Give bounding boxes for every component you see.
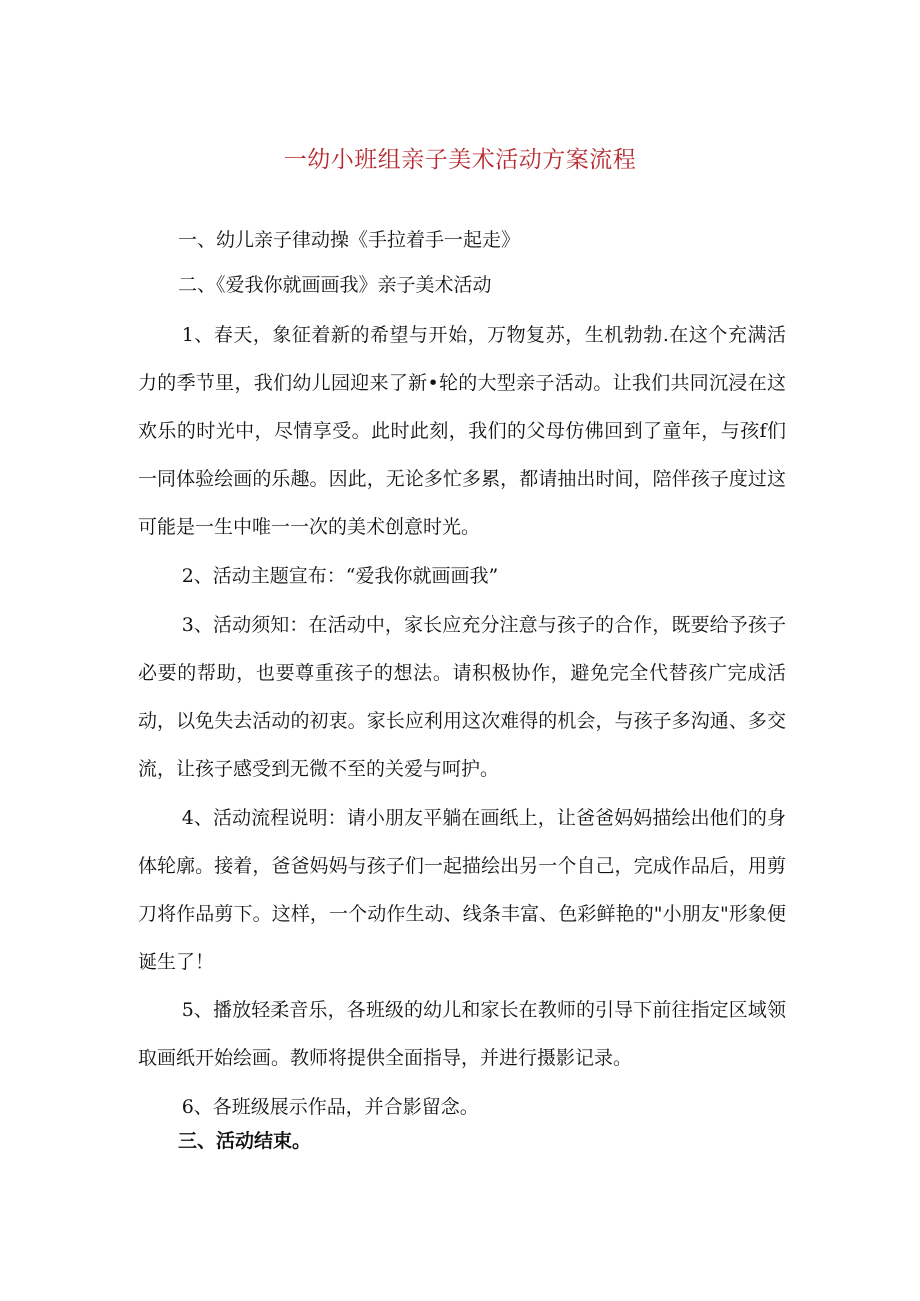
- section-heading-2: 二、《爱我你就画画我》亲子美术活动: [178, 274, 492, 296]
- paragraph-1: 1、春天，象征着新的希望与开始，万物复苏，生机勃勃.在这个充满活力的季节里，我们幼儿园迎来了新•轮的大型亲子活动。让我们共同沉浸在这欢乐的时光中，尽情享受。此时此刻，我们的父母仿佛回到了童年，与孩f们一同体验绘画的乐趣。因此，无论多忙多累，都请抽出时间，陪伴孩子度过这可能是一生中唯一一次的美术创意时光。: [138, 324, 786, 538]
- section-heading-3: 三、活动结束。: [178, 1130, 312, 1152]
- paragraph-5: 5、播放轻柔音乐，各班级的幼儿和家长在教师的引导下前往指定区域领取画纸开始绘画。教师将提供全面指导，并进行摄影记录。: [138, 999, 786, 1069]
- paragraph-3: 3、活动须知：在活动中，家长应充分注意与孩子的合作，既要给予孩子必要的帮助，也要尊重孩子的想法。请积极协作，避免完全代替孩广完成活动，以免失去活动的初衷。家长应利用这次难得的机会，与孩子多沟通、多交流，让孩子感受到无微不至的关爱与呵护。: [138, 614, 786, 780]
- paragraph-6: 6、各班级展示作品，并合影留念。: [181, 1096, 479, 1118]
- document-title: 一幼小班组亲子美术活动方案流程: [283, 147, 637, 173]
- paragraph-4: 4、活动流程说明：请小朋友平躺在画纸上，让爸爸妈妈描绘出他们的身体轮廓。接着，爸爸妈妈与孩子们一起描绘出另一个自己，完成作品后，用剪刀将作品剪下。这样，一个动作生动、线条丰富、色彩鲜艳的"小朋友"形象便诞生了！: [138, 807, 786, 973]
- section-heading-1: 一、幼儿亲子律动操《手拉着手一起走》: [178, 229, 521, 251]
- paragraph-2: 2、活动主题宣布：“爱我你就画画我”: [181, 565, 499, 587]
